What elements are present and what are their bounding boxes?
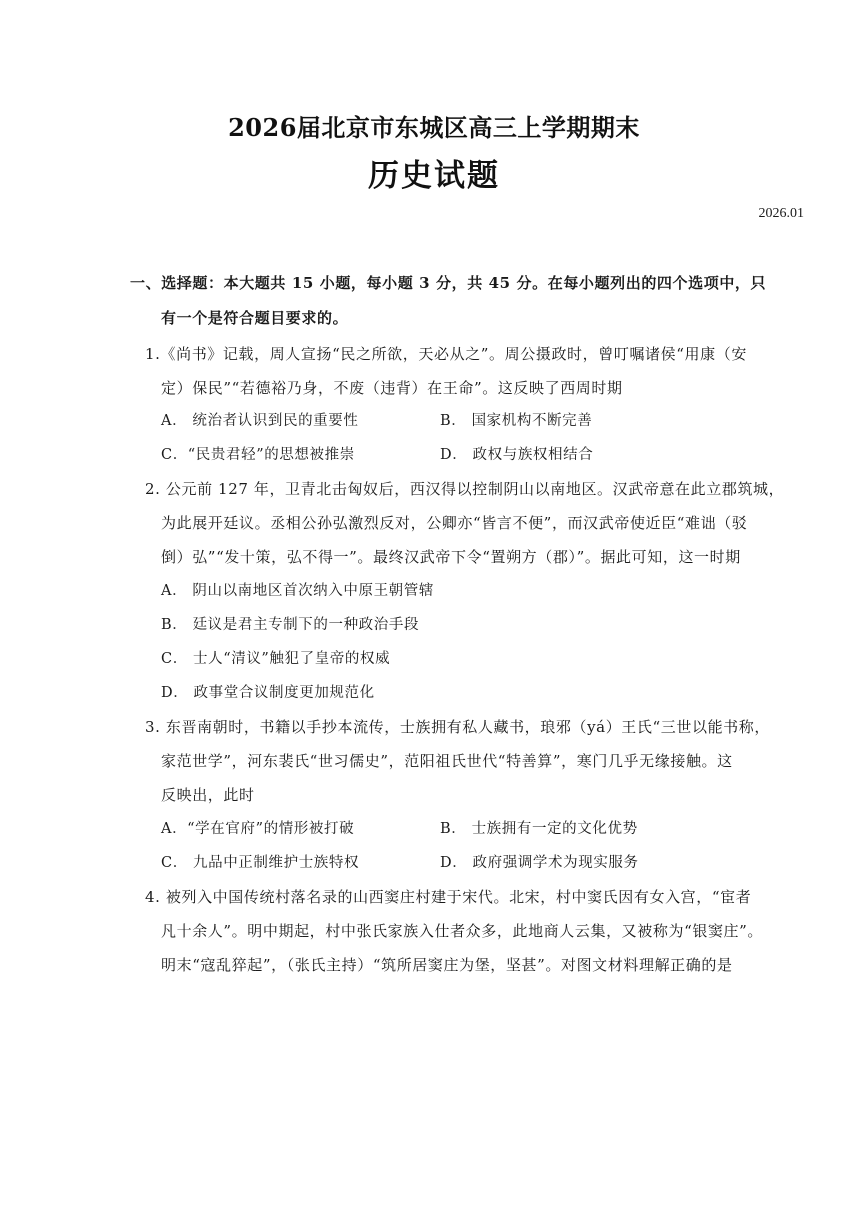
question-1-option-c: C．“民贵君轻”的思想被推崇 bbox=[161, 447, 355, 463]
question-2-option-c: C． 士人“清议”触犯了皇帝的权威 bbox=[161, 651, 391, 667]
question-2-option-d: D． 政事堂合议制度更加规范化 bbox=[161, 685, 375, 701]
section-heading-line-2: 有一个是符合题目要求的。 bbox=[161, 309, 349, 327]
question-1-stem-line-2: 定）保民”“若德裕乃身，不废（违背）在王命”。这反映了西周时期 bbox=[161, 379, 623, 397]
question-3-stem-line-3: 反映出，此时 bbox=[161, 786, 255, 804]
exam-date: 2026.01 bbox=[758, 206, 804, 221]
question-1-option-a: A． 统治者认识到民的重要性 bbox=[161, 413, 359, 429]
question-3-option-d: D． 政府强调学术为现实服务 bbox=[440, 855, 639, 871]
exam-subtitle: 历史试题 bbox=[368, 158, 500, 194]
question-1-option-b: B． 国家机构不断完善 bbox=[440, 413, 593, 429]
question-1-stem-line-1: 1.《尚书》记载，周人宣扬“民之所欲，天必从之”。周公摄政时，曾叮嘱诸侯“用康（安 bbox=[145, 345, 747, 363]
question-2-stem-line-2: 为此展开廷议。丞相公孙弘激烈反对，公卿亦“皆言不便”，而汉武帝使近臣“难诎（驳 bbox=[161, 514, 748, 532]
exam-title: 2026届北京市东城区高三上学期期末 bbox=[228, 113, 640, 142]
question-2-stem-line-1: 2. 公元前 127 年，卫青北击匈奴后，西汉得以控制阴山以南地区。汉武帝意在此立郡筑城， bbox=[145, 480, 785, 498]
question-3-stem-line-2: 家范世学”，河东裴氏“世习儒史”，范阳祖氏世代“特善算”，寒门几乎无缘接触。这 bbox=[161, 752, 733, 770]
question-4-stem-line-2: 凡十余人”。明中期起，村中张氏家族入仕者众多，此地商人云集，又被称为“银窦庄”。 bbox=[161, 922, 764, 940]
question-4-stem-line-1: 4. 被列入中国传统村落名录的山西窦庄村建于宋代。北宋，村中窦氏因有女入宫，“宦者 bbox=[145, 888, 752, 906]
question-3-option-c: C． 九品中正制维护士族特权 bbox=[161, 855, 360, 871]
question-1-option-d: D． 政权与族权相结合 bbox=[440, 447, 594, 463]
question-2-option-a: A． 阴山以南地区首次纳入中原王朝管辖 bbox=[161, 583, 434, 599]
question-3-stem-line-1: 3. 东晋南朝时，书籍以手抄本流传，士族拥有私人藏书，琅邪（yá）王氏“三世以能书称， bbox=[145, 718, 770, 736]
question-3-option-a: A．“学在官府”的情形被打破 bbox=[161, 821, 355, 837]
question-2-stem-line-3: 倒）弘”“发十策，弘不得一”。最终汉武帝下令“置朔方（郡）”。据此可知，这一时期 bbox=[161, 548, 741, 566]
section-heading-line-1: 一、选择题：本大题共 15 小题，每小题 3 分，共 45 分。在每小题列出的四个选项中，只 bbox=[130, 274, 767, 292]
question-4-stem-line-3: 明末“寇乱猝起”，（张氏主持）“筑所居窦庄为堡，坚甚”。对图文材料理解正确的是 bbox=[161, 956, 733, 974]
question-2-option-b: B． 廷议是君主专制下的一种政治手段 bbox=[161, 617, 420, 633]
question-3-option-b: B． 士族拥有一定的文化优势 bbox=[440, 821, 638, 837]
